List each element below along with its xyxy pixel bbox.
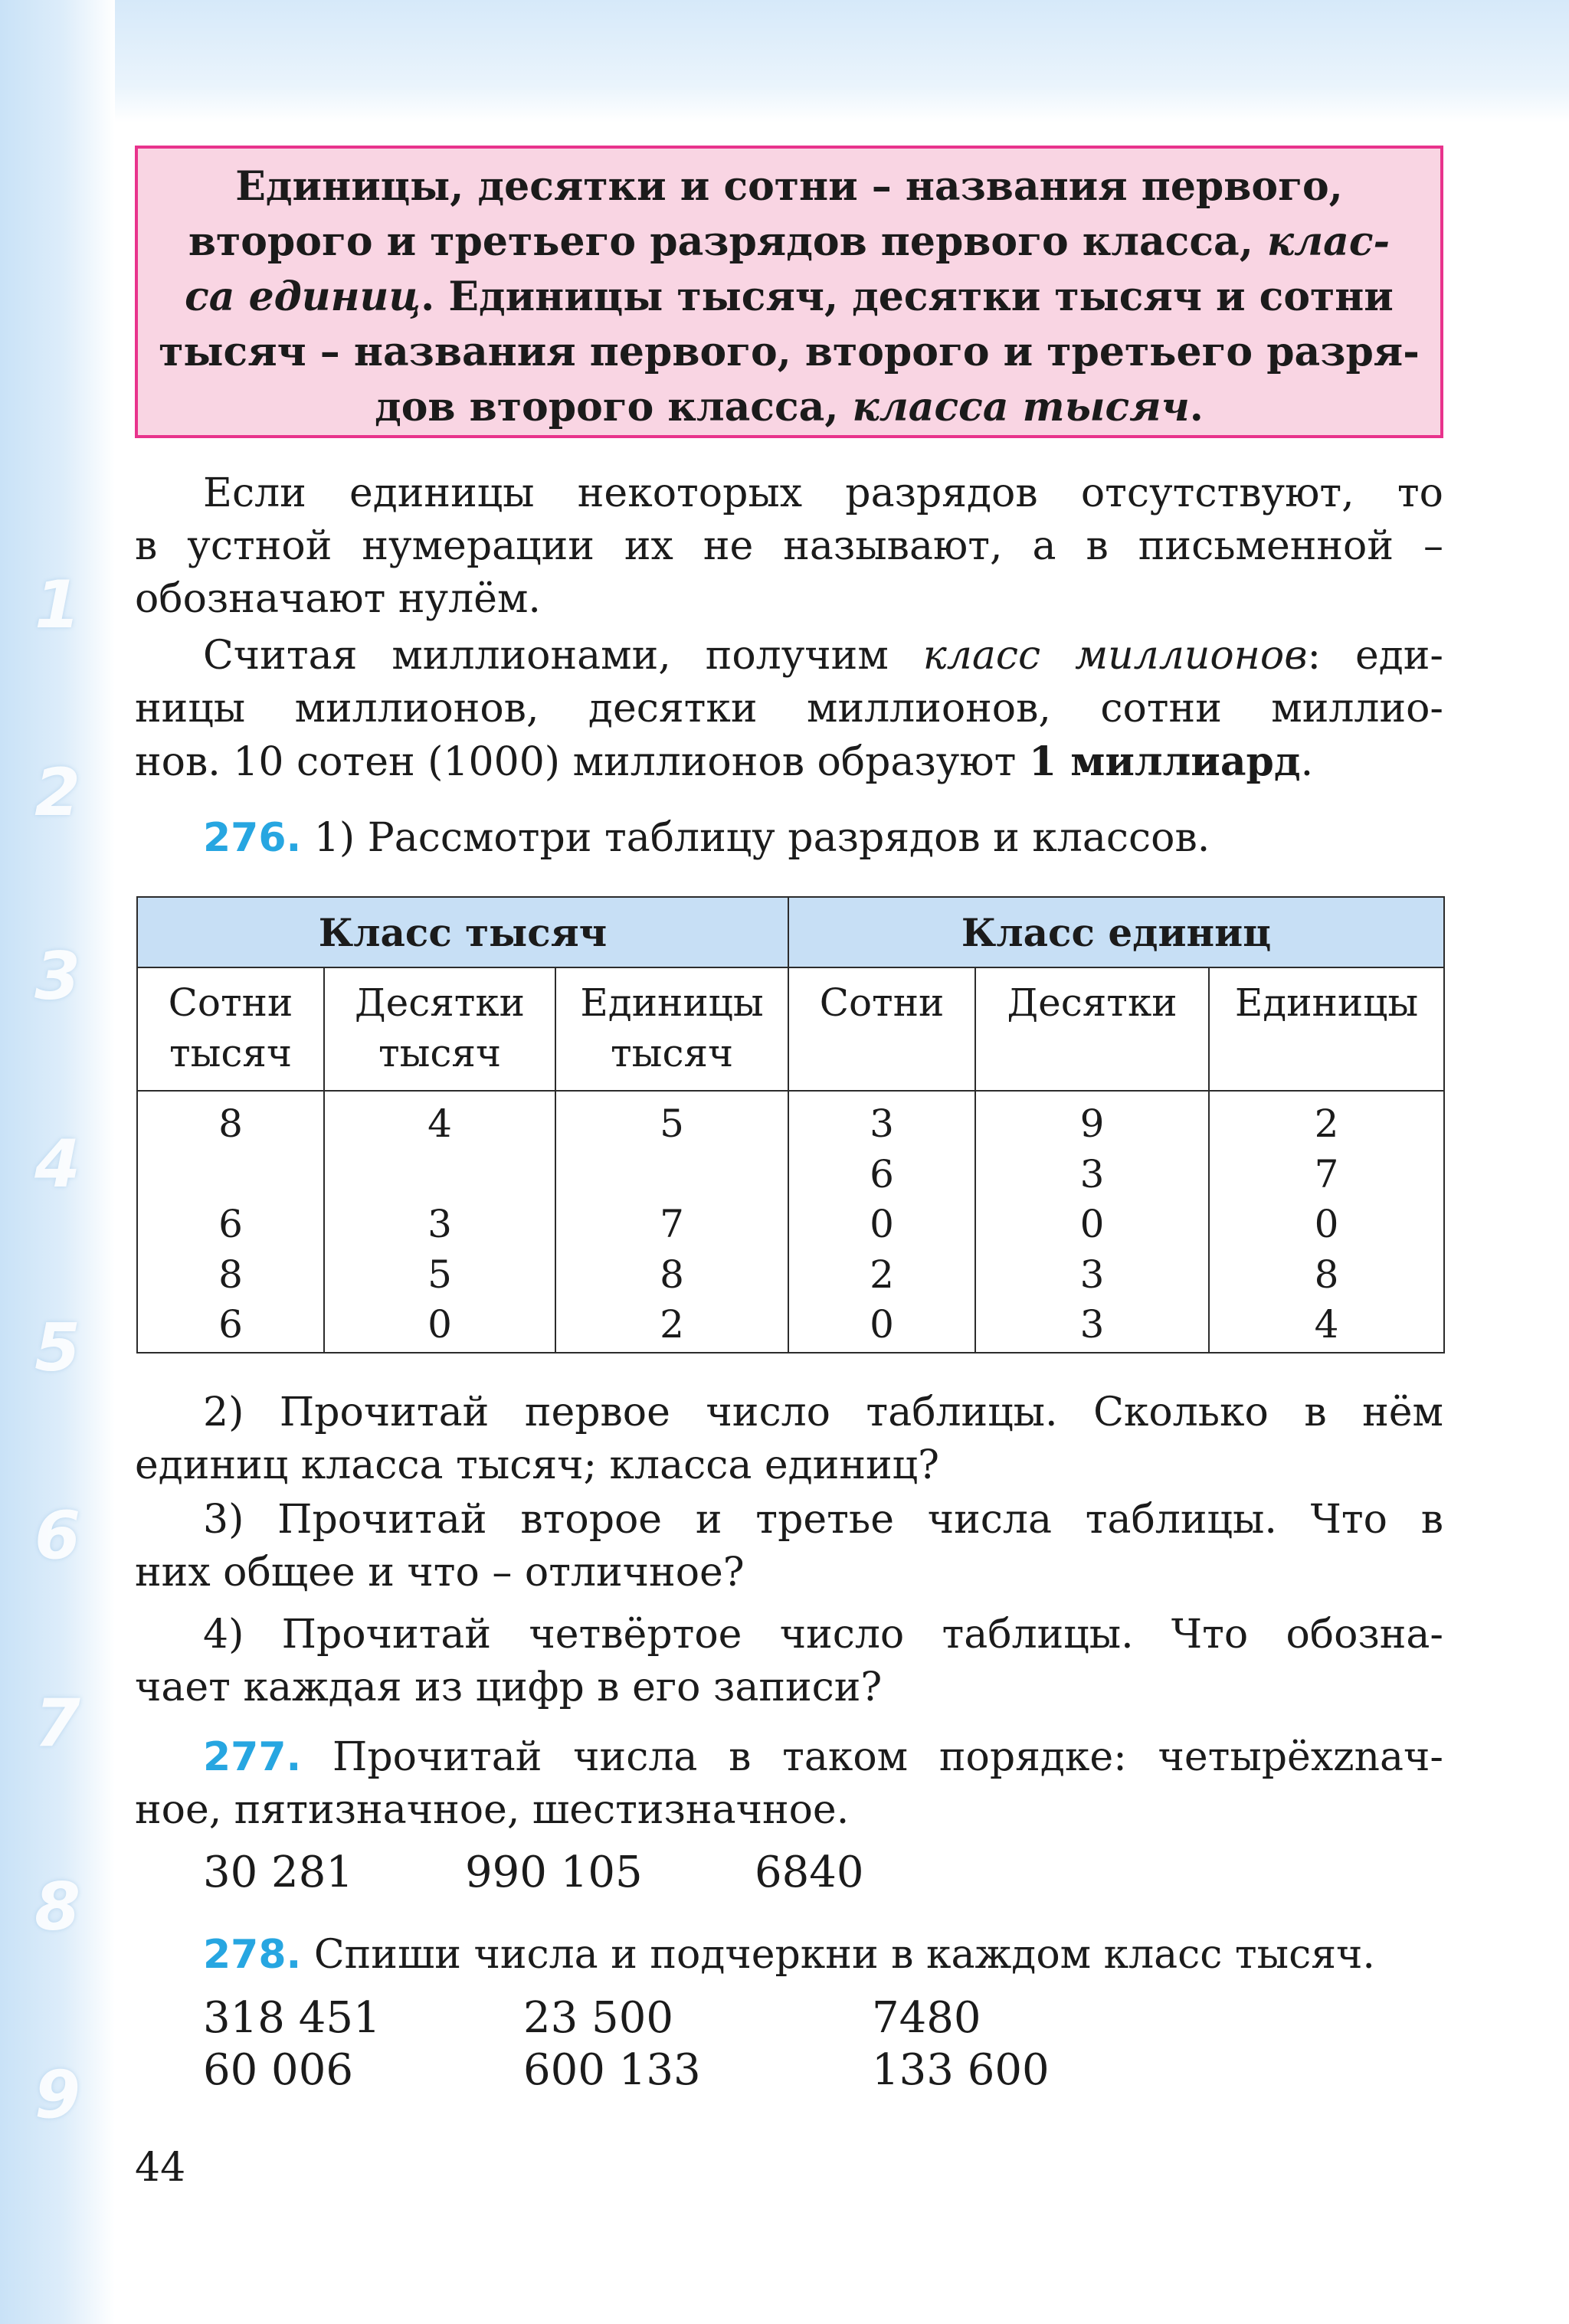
exercise-277-title: 277. Прочитай числа в таком порядке: четырёхznач- [203,1734,1443,1780]
number-item: 990 105 [465,1848,643,1897]
question-2-line: единиц класса тысяч; класса единиц? [135,1442,939,1488]
digit-column [1209,1091,1444,1353]
number-item: 60 006 [203,2045,353,2095]
para1-line: Если единицы некоторых разрядов отсутствуют, то [203,470,1443,516]
question-3-line: 3) Прочитай второе и третье числа таблицы. Что в [203,1497,1443,1543]
digit-cell: 7 [660,1202,684,1246]
class-units-header: Класс единиц [788,897,1444,967]
digit-cell: 9 [1079,1101,1105,1146]
digit-cell: 8 [1314,1252,1339,1297]
rule-box [135,146,1443,438]
question-4-line: 4) Прочитай четвёртое число таблицы. Что обозна- [203,1612,1443,1658]
question-4-line: чает каждая из цифр в его записи? [135,1664,883,1710]
exercise-number: 277. [203,1734,302,1780]
rule-line: Единицы, десятки и сотни – названия первого, [235,163,1343,210]
side-digit: 7 [34,1685,80,1762]
digit-cell [326,1150,554,1200]
para2-line: ницы миллионов, десятки миллионов, сотни миллио- [135,686,1443,732]
digit-cell [557,1150,787,1200]
column-header: Десятки тысяч [324,967,555,1091]
rule-line: второго и третьего разрядов первого класса, клас- [188,218,1390,265]
digit-cell: 5 [427,1252,452,1297]
exercise-number: 278. [203,1932,302,1978]
page-number: 44 [135,2145,186,2191]
side-digit: 8 [34,1869,80,1946]
digit-cell: 0 [1314,1202,1339,1246]
digit-cell: 0 [427,1302,452,1347]
exercise-277-line: ное, пятизначное, шестизначное. [135,1787,850,1833]
number-item: 7480 [872,1993,981,2043]
digit-cell: 6 [870,1151,894,1196]
digit-cell: 8 [218,1101,243,1146]
exercise-278-title: 278. Спиши числа и подчеркни в каждом класс тысяч. [203,1932,1375,1978]
digit-cell: 8 [660,1252,684,1297]
column-header: Десятки [975,967,1209,1091]
side-digit: 5 [34,1310,80,1386]
digit-column [555,1091,788,1353]
digit-column [788,1091,975,1353]
digit-cell: 0 [1079,1202,1105,1246]
digit-cell: 4 [1314,1302,1339,1347]
digit-cell: 7 [1314,1151,1339,1196]
rule-line: дов второго класса, класса тысяч. [375,384,1204,430]
exercise-number: 276. [203,815,302,861]
column-header: Единицы тысяч [555,967,788,1091]
side-digit: 2 [34,754,80,831]
digit-cell: 2 [1314,1101,1339,1146]
rule-line: тысяч – названия первого, второго и третьего разря- [159,329,1420,375]
column-header: Сотни [788,967,975,1091]
digit-cell: 5 [660,1101,684,1146]
side-digit: 4 [34,1126,80,1203]
class-thousands-header: Класс тысяч [137,897,788,967]
number-item: 23 500 [523,1993,673,2043]
exercise-276-title: 276. 1) Рассмотри таблицу разрядов и классов. [203,815,1210,861]
number-item: 30 281 [203,1848,353,1897]
side-digit: 1 [34,567,80,643]
side-digit: 3 [34,938,80,1015]
column-header: Единицы [1209,967,1444,1091]
digit-cell: 2 [660,1302,684,1347]
digit-column [324,1091,555,1353]
question-3-line: них общее и что – отличное? [135,1550,745,1596]
question-2-line: 2) Прочитай первое число таблицы. Сколько в нём [203,1389,1443,1435]
digit-cell: 2 [870,1252,894,1297]
side-digit: 6 [34,1498,80,1574]
digit-cell: 6 [218,1302,243,1347]
para2-line: нов. 10 сотен (1000) миллионов образуют 1 миллиард. [135,738,1314,785]
digit-cell [139,1150,323,1200]
side-digit: 9 [34,2057,80,2133]
para1-line: в устной нумерации их не называют, а в письменной – [135,523,1443,569]
digit-column [975,1091,1209,1353]
top-decor-band [0,0,1569,123]
digit-cell: 4 [427,1101,452,1146]
para1-line: обозначают нулём. [135,576,541,622]
column-header: Сотни тысяч [137,967,324,1091]
digit-place-table [136,896,1445,1353]
digit-cell: 3 [427,1202,452,1246]
digit-cell: 0 [870,1202,894,1246]
digit-cell: 3 [870,1101,894,1146]
para2-line: Считая миллионами, получим класс миллионов: еди- [203,633,1443,679]
digit-cell: 3 [1079,1302,1105,1347]
number-item: 133 600 [872,2045,1050,2095]
number-item: 6840 [755,1848,864,1897]
digit-cell: 8 [218,1252,243,1297]
digit-cell: 3 [1079,1151,1105,1196]
number-item: 600 133 [523,2045,701,2095]
digit-cell: 0 [870,1302,894,1347]
rule-line: са единиц. Единицы тысяч, десятки тысяч и сотни [185,273,1394,320]
digit-cell: 6 [218,1202,243,1246]
number-item: 318 451 [203,1993,381,2043]
digit-cell: 3 [1079,1252,1105,1297]
digit-column [137,1091,324,1353]
